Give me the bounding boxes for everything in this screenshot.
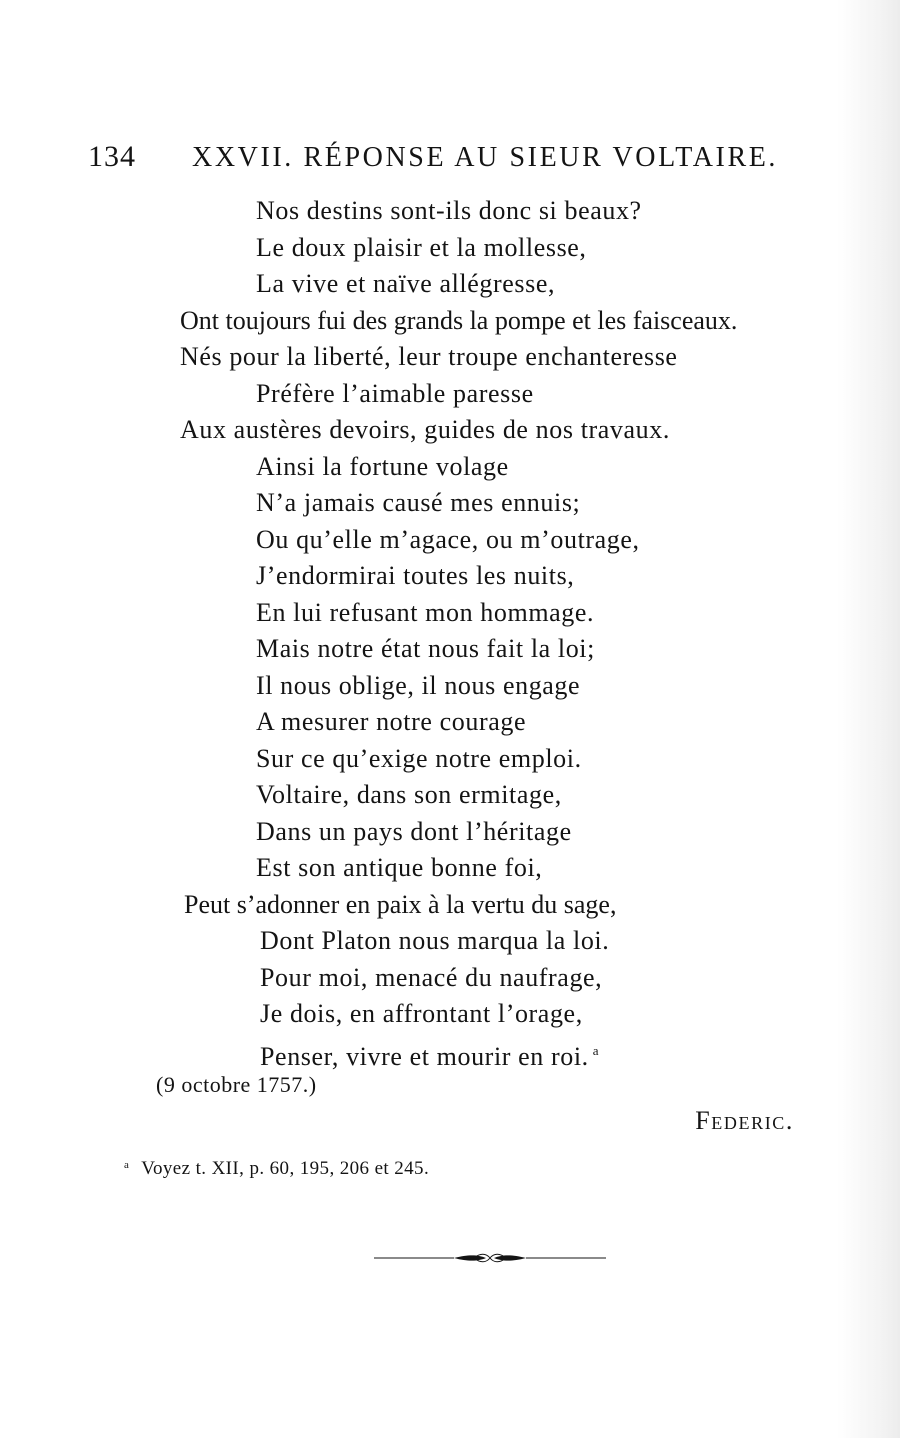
poem-line: Sur ce qu’exige notre emploi. <box>256 743 582 773</box>
poem-line: La vive et naïve allégresse, <box>256 269 556 298</box>
poem-line: Dans un pays dont l’héritage <box>256 816 572 846</box>
poem-last-line <box>0 1033 900 1070</box>
poem <box>0 193 900 1069</box>
footnote-reference-mark: a <box>592 1042 600 1058</box>
poem-line: N’a jamais causé mes ennuis; <box>256 488 581 517</box>
poem-line: Nos destins sont-ils donc si beaux? <box>256 196 642 225</box>
poem-line: Voltaire, dans son ermitage, <box>256 780 562 809</box>
poem-line: Ou qu’elle m’agace, ou m’outrage, <box>256 524 640 554</box>
poem-line: Il nous oblige, il nous engage <box>256 670 581 700</box>
footnote-text: Voyez t. XII, p. 60, 195, 206 et 245. <box>141 1158 430 1179</box>
page-number: 134 <box>88 140 136 173</box>
footnote-mark: a <box>124 1159 130 1171</box>
poem-line: Dont Platon nous marqua la loi. <box>260 926 610 955</box>
page-header <box>0 140 900 180</box>
footnote <box>124 1158 429 1180</box>
poem-line: En lui refusant mon hommage. <box>256 597 595 627</box>
poem-line: Je dois, en affrontant l’orage, <box>260 999 583 1028</box>
signature: Federic. <box>695 1106 794 1135</box>
poem-line: Nés pour la liberté, leur troupe enchanteresse <box>180 342 678 371</box>
poem-line: A mesurer notre courage <box>256 707 527 736</box>
poem-line: Est son antique bonne foi, <box>256 853 543 882</box>
poem-line: Penser, vivre et mourir en roi. <box>260 1041 589 1071</box>
poem-line: Ont toujours fui des grands la pompe et les faisceaux. <box>180 305 738 335</box>
poem-line: J’endormirai toutes les nuits, <box>256 561 575 590</box>
poem-line: Peut s’adonner en paix à la vertu du sage, <box>184 889 617 919</box>
poem-line: Le doux plaisir et la mollesse, <box>256 232 587 262</box>
poem-line: Aux austères devoirs, guides de nos travaux. <box>180 415 670 444</box>
letter-date: (9 octobre 1757.) <box>156 1072 317 1097</box>
running-title: XXVII. RÉPONSE AU SIEUR VOLTAIRE. <box>192 142 779 173</box>
poem-line: Préfère l’aimable paresse <box>256 378 534 408</box>
poem-line: Pour moi, menacé du naufrage, <box>260 962 603 992</box>
poem-line: Mais notre état nous fait la loi; <box>256 634 595 663</box>
poem-line: Ainsi la fortune volage <box>256 451 509 481</box>
tailpiece-ornament-icon <box>374 1250 606 1266</box>
